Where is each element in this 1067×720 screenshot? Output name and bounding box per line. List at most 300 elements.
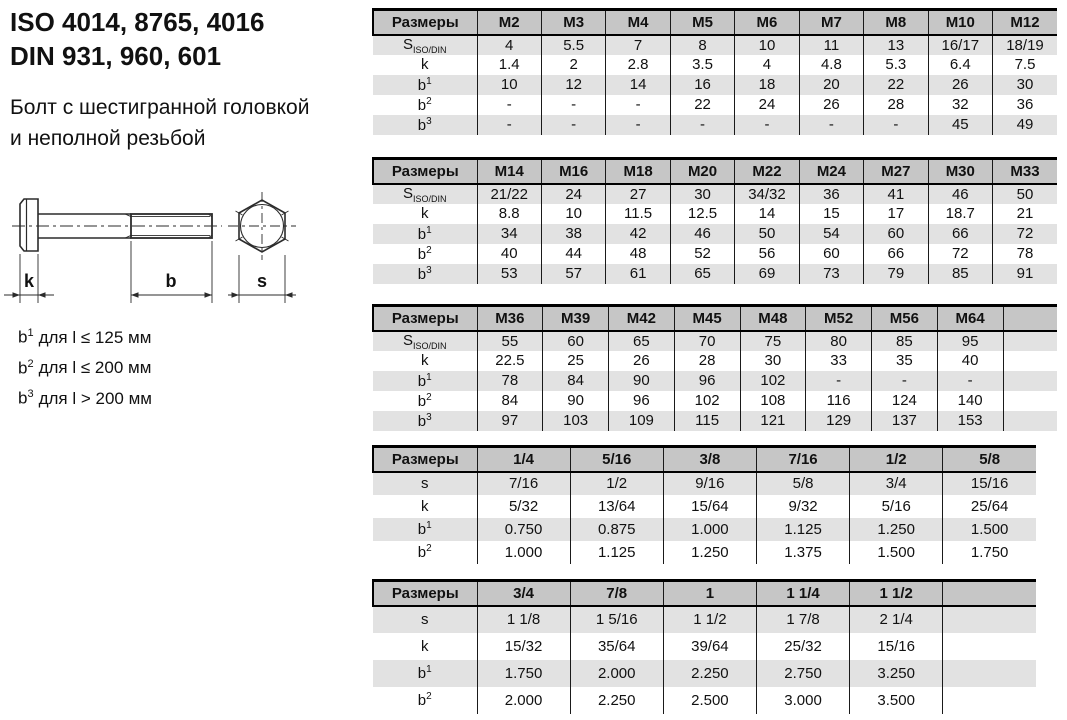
value-cell: 4 <box>477 35 541 55</box>
value-cell: - <box>872 371 938 391</box>
size-column-header: 5/8 <box>943 447 1036 472</box>
size-column-header: M7 <box>799 10 863 35</box>
value-cell: 6.4 <box>928 55 992 75</box>
value-cell: 25/64 <box>943 495 1036 518</box>
value-cell: 18.7 <box>928 204 992 224</box>
value-cell: 46 <box>670 224 734 244</box>
value-cell: 95 <box>937 331 1003 351</box>
value-cell: 90 <box>609 371 675 391</box>
bolt-technical-drawing <box>0 188 330 320</box>
table-row <box>373 472 1036 495</box>
row-label: $b^3$ <box>417 115 432 134</box>
value-cell: - <box>606 95 670 115</box>
size-column-header: M14 <box>477 159 541 184</box>
value-cell: 2.250 <box>570 687 663 714</box>
value-cell: 75 <box>740 331 806 351</box>
value-cell: 10 <box>735 35 799 55</box>
value-cell: 24 <box>541 184 605 204</box>
value-cell: 90 <box>543 391 609 411</box>
value-cell: 40 <box>477 244 541 264</box>
value-cell: 1.250 <box>663 541 756 564</box>
value-cell: 129 <box>806 411 872 431</box>
value-cell: 7 <box>606 35 670 55</box>
value-cell: 50 <box>993 184 1058 204</box>
table-row <box>373 35 1057 55</box>
footnote-b2 <box>18 351 152 382</box>
row-label: $b^2$ <box>417 391 432 410</box>
size-column-header: 7/16 <box>756 447 849 472</box>
table-row <box>373 224 1057 244</box>
size-column-header: 3/4 <box>477 581 570 606</box>
row-label: k <box>421 56 429 73</box>
value-cell: 7.5 <box>993 55 1058 75</box>
footnote-b3 <box>18 381 152 412</box>
value-cell: 46 <box>928 184 992 204</box>
size-column-header: M52 <box>806 306 872 331</box>
value-cell: 137 <box>872 411 938 431</box>
value-cell: 25/32 <box>756 633 849 660</box>
value-cell: 20 <box>799 75 863 95</box>
empty-header-cell <box>943 581 1036 606</box>
value-cell: 69 <box>735 264 799 284</box>
value-cell: 42 <box>606 224 670 244</box>
value-cell: 52 <box>670 244 734 264</box>
value-cell: 38 <box>541 224 605 244</box>
value-cell: 17 <box>864 204 928 224</box>
value-cell: 102 <box>674 391 740 411</box>
value-cell: 4.8 <box>799 55 863 75</box>
value-cell: 26 <box>928 75 992 95</box>
value-cell: 7/16 <box>477 472 570 495</box>
table-row <box>373 95 1057 115</box>
value-cell: 30 <box>670 184 734 204</box>
table-row <box>373 541 1036 564</box>
value-cell: 3.5 <box>670 55 734 75</box>
size-table-inch-quarter-to-fiveeighths <box>372 445 1036 564</box>
value-cell: 72 <box>928 244 992 264</box>
value-cell: 9/32 <box>756 495 849 518</box>
bolt-end-view <box>228 192 296 260</box>
value-cell: 13/64 <box>570 495 663 518</box>
value-cell: 18 <box>735 75 799 95</box>
value-cell: 97 <box>477 411 543 431</box>
size-column-header: M56 <box>872 306 938 331</box>
value-cell: 60 <box>864 224 928 244</box>
table-row <box>373 633 1036 660</box>
value-cell: 1 1/8 <box>477 606 570 633</box>
value-cell: 13 <box>864 35 928 55</box>
value-cell: 60 <box>543 331 609 351</box>
bolt-side-view <box>12 199 222 251</box>
arrowhead-icon <box>38 292 46 297</box>
empty-cell <box>943 660 1036 687</box>
footnote-condition: для l > 200 мм <box>38 388 152 408</box>
value-cell: 5.3 <box>864 55 928 75</box>
value-cell: 2.000 <box>570 660 663 687</box>
table-row <box>373 204 1057 224</box>
header-row <box>373 581 1036 606</box>
footnote-condition: для l ≤ 125 мм <box>38 327 152 347</box>
value-cell: 1.125 <box>570 541 663 564</box>
value-cell: 1 7/8 <box>756 606 849 633</box>
value-cell: 72 <box>993 224 1058 244</box>
corner-header: Размеры <box>373 581 477 606</box>
value-cell: 55 <box>477 331 543 351</box>
corner-header: Размеры <box>373 159 477 184</box>
footnote-symbol: b <box>18 358 28 378</box>
row-label: k <box>421 205 429 222</box>
value-cell: 116 <box>806 391 872 411</box>
size-column-header: M18 <box>606 159 670 184</box>
value-cell: 102 <box>740 371 806 391</box>
size-column-header: M12 <box>993 10 1058 35</box>
value-cell: - <box>806 371 872 391</box>
size-column-header: M64 <box>937 306 1003 331</box>
empty-cell <box>1003 371 1057 391</box>
size-column-header: 1/4 <box>477 447 570 472</box>
value-cell: 21 <box>993 204 1058 224</box>
value-cell: 1.250 <box>850 518 943 541</box>
value-cell: 35 <box>872 351 938 371</box>
value-cell: 12.5 <box>670 204 734 224</box>
subtitle-line-2: и неполной резьбой <box>10 127 206 150</box>
value-cell: 1.500 <box>943 518 1036 541</box>
table-row <box>373 184 1057 204</box>
value-cell: 1.4 <box>477 55 541 75</box>
size-column-header: M42 <box>609 306 675 331</box>
standard-din-line: DIN 931, 960, 601 <box>10 41 222 71</box>
row-label: $b^2$ <box>417 691 432 709</box>
value-cell: - <box>864 115 928 135</box>
value-cell: 153 <box>937 411 1003 431</box>
size-column-header: 1 1/4 <box>756 581 849 606</box>
value-cell: 15 <box>799 204 863 224</box>
header-row <box>373 306 1057 331</box>
value-cell: 12 <box>541 75 605 95</box>
value-cell: 78 <box>993 244 1058 264</box>
dimension-k <box>4 254 54 303</box>
value-cell: 1.375 <box>756 541 849 564</box>
value-cell: 5.5 <box>541 35 605 55</box>
value-cell: 14 <box>606 75 670 95</box>
value-cell: 2.750 <box>756 660 849 687</box>
empty-cell <box>943 687 1036 714</box>
dimension-b <box>131 241 212 303</box>
table-row <box>373 115 1057 135</box>
value-cell: - <box>670 115 734 135</box>
value-cell: 45 <box>928 115 992 135</box>
value-cell: 56 <box>735 244 799 264</box>
footnote-superscript: 1 <box>27 327 34 339</box>
footnote-condition: для l ≤ 200 мм <box>38 358 152 378</box>
empty-cell <box>1003 351 1057 371</box>
row-label: $b^3$ <box>417 411 432 430</box>
value-cell: 84 <box>543 371 609 391</box>
header-row <box>373 447 1036 472</box>
size-column-header: M5 <box>670 10 734 35</box>
footnote-symbol: b <box>18 327 28 347</box>
page-title <box>10 5 264 73</box>
value-cell: 15/16 <box>943 472 1036 495</box>
value-cell: 5/8 <box>756 472 849 495</box>
table-row <box>373 660 1036 687</box>
value-cell: 15/64 <box>663 495 756 518</box>
value-cell: - <box>937 371 1003 391</box>
size-column-header: M24 <box>799 159 863 184</box>
value-cell: 26 <box>799 95 863 115</box>
size-column-header: M4 <box>606 10 670 35</box>
footnote-symbol: b <box>18 388 28 408</box>
value-cell: 4 <box>735 55 799 75</box>
page-subtitle <box>10 92 309 154</box>
size-column-header: M8 <box>864 10 928 35</box>
subtitle-line-1: Болт с шестигранной головкой <box>10 96 310 119</box>
empty-cell <box>943 606 1036 633</box>
footnote-superscript: 2 <box>27 357 34 370</box>
arrowhead-icon <box>285 292 293 297</box>
value-cell: 22.5 <box>477 351 543 371</box>
row-label: s <box>421 611 429 628</box>
row-label: $b^1$ <box>417 520 432 538</box>
size-column-header: M16 <box>541 159 605 184</box>
row-label: s <box>421 475 429 492</box>
value-cell: 1/2 <box>570 472 663 495</box>
value-cell: 40 <box>937 351 1003 371</box>
value-cell: 85 <box>928 264 992 284</box>
value-cell: 8.8 <box>477 204 541 224</box>
value-cell: 3.000 <box>756 687 849 714</box>
value-cell: 79 <box>864 264 928 284</box>
footnotes <box>18 320 152 412</box>
row-label: $b^2$ <box>417 543 432 561</box>
value-cell: 2 <box>541 55 605 75</box>
size-column-header: M6 <box>735 10 799 35</box>
row-label: $S_{ISO/DIN}$ <box>402 35 447 55</box>
size-column-header: M2 <box>477 10 541 35</box>
value-cell: 2.250 <box>663 660 756 687</box>
size-column-header: M45 <box>674 306 740 331</box>
empty-cell <box>1003 411 1057 431</box>
arrowhead-icon <box>131 292 139 297</box>
value-cell: 36 <box>993 95 1058 115</box>
dimension-s <box>228 255 296 303</box>
value-cell: 1 5/16 <box>570 606 663 633</box>
size-column-header: M33 <box>993 159 1058 184</box>
value-cell: 36 <box>799 184 863 204</box>
value-cell: 65 <box>609 331 675 351</box>
header-row <box>373 10 1057 35</box>
value-cell: 25 <box>543 351 609 371</box>
footnote-superscript: 3 <box>27 388 34 401</box>
value-cell: 1.500 <box>850 541 943 564</box>
value-cell: 109 <box>609 411 675 431</box>
value-cell: 30 <box>740 351 806 371</box>
value-cell: 78 <box>477 371 543 391</box>
value-cell: 66 <box>864 244 928 264</box>
size-column-header: 5/16 <box>570 447 663 472</box>
empty-cell <box>1003 331 1057 351</box>
size-column-header: M22 <box>735 159 799 184</box>
value-cell: 9/16 <box>663 472 756 495</box>
value-cell: 30 <box>993 75 1058 95</box>
table-row <box>373 75 1057 95</box>
value-cell: - <box>541 115 605 135</box>
arrowhead-icon <box>205 292 213 297</box>
value-cell: 2.500 <box>663 687 756 714</box>
size-table-inch-threequarter-to-oneandhalf <box>372 579 1036 714</box>
empty-header-cell <box>1003 306 1057 331</box>
value-cell: - <box>799 115 863 135</box>
dimension-label-k: k <box>23 271 35 291</box>
value-cell: 0.750 <box>477 518 570 541</box>
row-label: $b^1$ <box>417 371 432 390</box>
value-cell: 5/16 <box>850 495 943 518</box>
value-cell: 32 <box>928 95 992 115</box>
size-column-header: 7/8 <box>570 581 663 606</box>
value-cell: - <box>606 115 670 135</box>
value-cell: 3.500 <box>850 687 943 714</box>
value-cell: 8 <box>670 35 734 55</box>
size-column-header: M30 <box>928 159 992 184</box>
value-cell: 2 1/4 <box>850 606 943 633</box>
corner-header: Размеры <box>373 447 477 472</box>
table-row <box>373 495 1036 518</box>
table-row <box>373 687 1036 714</box>
size-table-m2-m12 <box>372 8 1057 135</box>
value-cell: 48 <box>606 244 670 264</box>
dimension-label-b: b <box>165 271 177 291</box>
table-row <box>373 518 1036 541</box>
value-cell: 96 <box>674 371 740 391</box>
footnote-b1 <box>18 320 152 351</box>
arrowhead-icon <box>232 292 240 297</box>
table-row <box>373 371 1057 391</box>
size-column-header: M39 <box>543 306 609 331</box>
value-cell: 34/32 <box>735 184 799 204</box>
table-row <box>373 331 1057 351</box>
value-cell: 115 <box>674 411 740 431</box>
value-cell: 27 <box>606 184 670 204</box>
value-cell: 24 <box>735 95 799 115</box>
value-cell: 140 <box>937 391 1003 411</box>
corner-header: Размеры <box>373 10 477 35</box>
value-cell: 66 <box>928 224 992 244</box>
value-cell: 15/32 <box>477 633 570 660</box>
value-cell: 11.5 <box>606 204 670 224</box>
value-cell: 96 <box>609 391 675 411</box>
size-column-header: M27 <box>864 159 928 184</box>
row-label: k <box>421 637 429 655</box>
value-cell: 1 1/2 <box>663 606 756 633</box>
value-cell: 15/16 <box>850 633 943 660</box>
value-cell: 14 <box>735 204 799 224</box>
value-cell: 16/17 <box>928 35 992 55</box>
dimension-label-s: s <box>256 271 268 291</box>
size-column-header: M20 <box>670 159 734 184</box>
row-label: $b^1$ <box>417 224 432 243</box>
size-table-m14-m33 <box>372 157 1057 284</box>
value-cell: 57 <box>541 264 605 284</box>
table-row <box>373 55 1057 75</box>
arrowhead-icon <box>13 292 21 297</box>
size-column-header: 1 <box>663 581 756 606</box>
value-cell: 41 <box>864 184 928 204</box>
value-cell: 1.750 <box>477 660 570 687</box>
value-cell: 85 <box>872 331 938 351</box>
row-label: $b^2$ <box>417 95 432 114</box>
value-cell: 49 <box>993 115 1058 135</box>
table-row <box>373 391 1057 411</box>
value-cell: 53 <box>477 264 541 284</box>
value-cell: 103 <box>543 411 609 431</box>
size-column-header: M36 <box>477 306 543 331</box>
row-label: $S_{ISO/DIN}$ <box>402 331 447 351</box>
value-cell: 70 <box>674 331 740 351</box>
value-cell: 124 <box>872 391 938 411</box>
value-cell: 2.000 <box>477 687 570 714</box>
row-label: $b^1$ <box>417 664 432 682</box>
value-cell: 10 <box>477 75 541 95</box>
size-table-m36-m64 <box>372 304 1057 431</box>
value-cell: 2.8 <box>606 55 670 75</box>
value-cell: 91 <box>993 264 1058 284</box>
table-row <box>373 244 1057 264</box>
bolt-head-outline <box>20 199 38 251</box>
value-cell: 3.250 <box>850 660 943 687</box>
value-cell: 73 <box>799 264 863 284</box>
value-cell: 44 <box>541 244 605 264</box>
value-cell: 54 <box>799 224 863 244</box>
size-column-header: 3/8 <box>663 447 756 472</box>
value-cell: 26 <box>609 351 675 371</box>
size-column-header: M48 <box>740 306 806 331</box>
row-label: $b^3$ <box>417 264 432 283</box>
value-cell: 108 <box>740 391 806 411</box>
table-row <box>373 264 1057 284</box>
value-cell: 11 <box>799 35 863 55</box>
value-cell: 35/64 <box>570 633 663 660</box>
value-cell: 33 <box>806 351 872 371</box>
value-cell: 18/19 <box>993 35 1058 55</box>
value-cell: - <box>477 115 541 135</box>
size-column-header: 1 1/2 <box>850 581 943 606</box>
value-cell: 5/32 <box>477 495 570 518</box>
row-label: $b^1$ <box>417 75 432 94</box>
value-cell: 80 <box>806 331 872 351</box>
value-cell: 34 <box>477 224 541 244</box>
empty-cell <box>1003 391 1057 411</box>
value-cell: 28 <box>674 351 740 371</box>
value-cell: - <box>735 115 799 135</box>
value-cell: 1.000 <box>663 518 756 541</box>
value-cell: 1.000 <box>477 541 570 564</box>
value-cell: 121 <box>740 411 806 431</box>
table-row <box>373 411 1057 431</box>
table-row <box>373 606 1036 633</box>
empty-cell <box>943 633 1036 660</box>
size-column-header: M10 <box>928 10 992 35</box>
value-cell: 84 <box>477 391 543 411</box>
row-label: k <box>421 497 429 515</box>
size-column-header: M3 <box>541 10 605 35</box>
header-row <box>373 159 1057 184</box>
row-label: $b^2$ <box>417 244 432 263</box>
row-label: k <box>421 352 429 369</box>
row-label: $S_{ISO/DIN}$ <box>402 184 447 204</box>
value-cell: 39/64 <box>663 633 756 660</box>
value-cell: 0.875 <box>570 518 663 541</box>
value-cell: 21/22 <box>477 184 541 204</box>
